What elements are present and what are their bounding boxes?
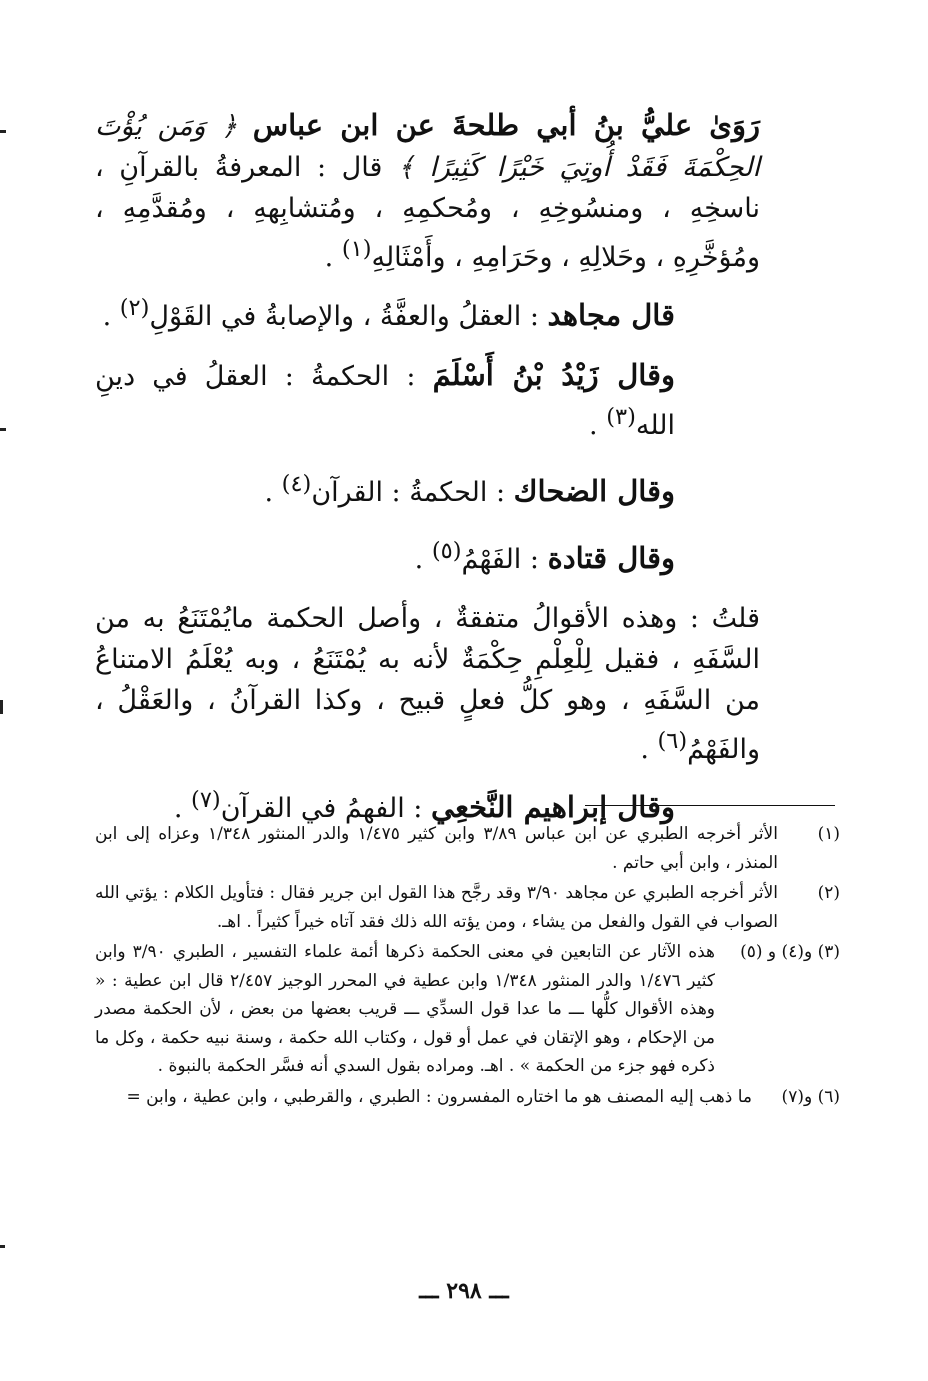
saying-mujahid: قال مجاهد : العقلُ والعفَّةُ ، والإصابةُ في القَوْلِ$^{(٢)}$ . (102, 295, 675, 332)
paragraph-author: قلتُ : وهذه الأقوالُ متفقةٌ ، وأصل الحكمة مايُمْتَنَعُ به من السَّفَهِ ، فقيل لِلْعِلْمِ حِكْمَةٌ لأنه به يُمْتَنَعُ ، وبه يُعْلَمُ الامتناعُ من السَّفَهِ ، وهو كلُّ فعلٍ قبيح ، وكذا القرآنُ ، والعَقْلُ ، والفَهْمُ$^{(٦)}$ . (95, 603, 760, 765)
paragraph-ibn-abbas: رَوَىٰ عليُّ بنُ أبي طلحةَ عن ابن عباس ﴿ وَمَن يُؤْتَ الحِكْمَةَ فَقَدْ أُوتِيَ خَيْرًا كَثِيرًا ﴾ قال : المعرفةُ بالقرآنِ ، ناسخِهِ ، ومنسُوخِهِ ، ومُحكمِهِ ، ومُتشابِههِ ، ومُقدَّمِهِ ، ومُؤخَّرِهِ ، وحَلالِهِ ، وحَرَامِهِ ، وأَمْثَالِهِ$^{(١)}$ . (95, 108, 761, 273)
saying-zaid: وقال زَيْدُ بْنُ أَسْلَمَ : الحكمةُ : العقلُ في دينِ الله$^{(٣)}$ . (95, 358, 676, 441)
footnote-item (95, 1083, 840, 1112)
main-text (95, 105, 760, 847)
saying-text: : الفَهْمُ (461, 544, 548, 575)
saying-dahhak: وقال الضحاك : الحكمةُ : القرآن$^{(٤)}$ . (264, 471, 675, 508)
saying-text: : العقلُ والعفَّةُ ، والإصابةُ في القَوْلِ (149, 301, 548, 332)
footnote-item (95, 938, 840, 1081)
footnote-number: (٦) و(٧) (781, 1086, 840, 1107)
paragraph-text: قلتُ : وهذه الأقوالُ متفقةٌ ، وأصل الحكمة مايُمْتَنَعُ به من السَّفَهِ ، فقيل لِلْعِلْمِ حِكْمَةٌ لأنه به يُمْتَنَعُ ، وبه يُعْلَمُ الامتناعُ من السَّفَهِ ، وهو كلُّ فعلٍ قبيح ، وكذا القرآنُ ، والعَقْلُ ، والفَهْمُ (95, 603, 760, 765)
footnote-number: (١) (817, 824, 840, 844)
saying-text: : الحكمةُ : القرآن (311, 477, 514, 508)
narrator-name: رَوَىٰ عليُّ بنُ أبي طلحةَ عن ابن عباس (252, 108, 761, 142)
saying-nakhai: وقال إبراهيم النَّخعِي : الفهمُ في القرآن$^{(٧)}$ . (173, 787, 675, 824)
page-number: ـــ ٢٩٨ ـــ (419, 1278, 509, 1304)
speaker-name: قال مجاهد (547, 298, 675, 332)
footnote-ref: (٥) (431, 538, 462, 564)
footnote-text: هذه الآثار عن التابعين في معنى الحكمة ذكرها أئمة علماء التفسير ، الطبري ٣/٩٠ وابن كثير ١/٤٧٦ والدر المنثور ١/٣٤٨ وابن عطية في المحرر الوجيز ٢/٤٥٧ قال ابن عطية : « وهذه الأقوال كلُّها ـــ ما عدا قول السدِّي ـــ قريب بعضها من بعض ، لأن الحكمة مصدر من الإحكام ، وهو الإتقان في عمل أو قول ، وكتاب الله حكمة ، وسنة نبيه حكمة ، وكل ما ذكره فهو جزء من الحكمة » . اهـ. ومراده بقول السدي أنه فسَّر الحكمة بالنبوة . (95, 942, 716, 1076)
saying-qatada: وقال قتادة : الفَهْمُ$^{(٥)}$ . (414, 538, 675, 575)
footnote-separator (585, 805, 835, 806)
footnotes (95, 820, 840, 1113)
footnote-ref: (٧) (191, 787, 221, 813)
margin-mark (0, 700, 3, 714)
footnote-number: (٣) و(٤) و (٥) (740, 942, 840, 962)
margin-mark (0, 1245, 5, 1248)
speaker-name: وقال الضحاك (513, 474, 675, 508)
footnote-ref: (٦) (657, 728, 688, 754)
footnote-ref: (٣) (606, 404, 636, 430)
speaker-name: وقال زَيْدُ بْنُ أَسْلَمَ (432, 358, 676, 392)
margin-mark (0, 428, 6, 431)
footnote-item (95, 879, 840, 936)
saying-text: : الفهمُ في القرآن (220, 793, 431, 824)
footnote-number: (٢) (817, 883, 840, 903)
speaker-name: وقال إبراهيم النَّخعِي (430, 790, 675, 824)
paragraph-text: قال : المعرفةُ بالقرآنِ ، ناسخِهِ ، ومنسُوخِهِ ، ومُحكمِهِ ، ومُتشابِههِ ، ومُقدَّمِهِ ، ومُؤخَّرِهِ ، وحَلالِهِ ، وحَرَامِهِ ، وأَمْثَالِهِ (95, 152, 760, 273)
footnote-ref: (٤) (281, 471, 312, 497)
footnote-item (95, 820, 840, 877)
quran-verse: ﴿ وَمَن يُؤْتَ الحِكْمَةَ فَقَدْ أُوتِيَ خَيْرًا كَثِيرًا ﴾ (95, 111, 760, 183)
speaker-name: وقال قتادة (547, 541, 675, 575)
footnote-text: ما ذهب إليه المصنف هو ما اختاره المفسرون : الطبري ، والقرطبي ، وابن عطية ، وابن = (126, 1086, 752, 1107)
saying-text: : الحكمةُ : العقلُ في دينِ الله (95, 361, 675, 441)
footnote-text: الأثر أخرجه الطبري عن ابن عباس ٣/٨٩ وابن كثير ١/٤٧٥ والدر المنثور ١/٣٤٨ وعزاه إلى ابن المنذر ، وابن أبي حاتم . (95, 824, 778, 873)
footnote-ref: (٢) (119, 295, 150, 321)
margin-mark (0, 130, 6, 133)
footnote-text: الأثر أخرجه الطبري عن مجاهد ٣/٩٠ وقد رجَّح هذا القول ابن جرير فقال : فتأويل الكلام : يؤتي الله الصواب في القول والفعل من يشاء ، ومن يؤته الله ذلك فقد آتاه خيراً كثيراً . اهـ. (95, 883, 778, 932)
footnote-ref: (١) (341, 236, 372, 262)
